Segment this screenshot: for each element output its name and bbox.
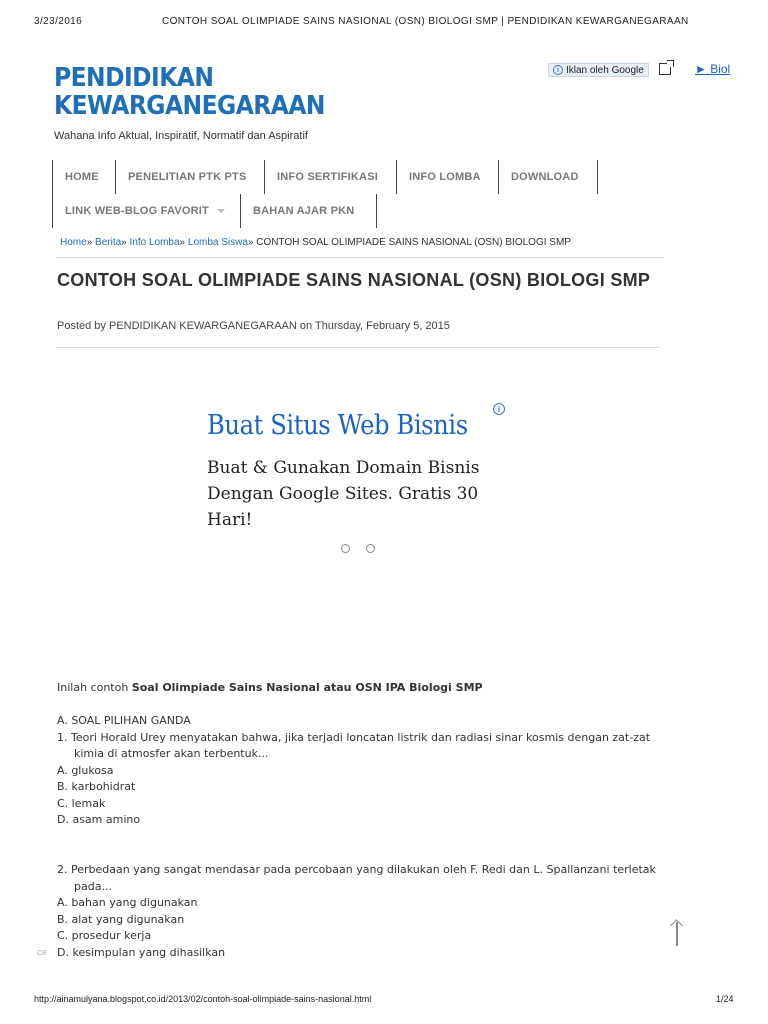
nav-label: BAHAN AJAR PKN bbox=[253, 205, 355, 217]
nav-label: HOME bbox=[65, 171, 99, 183]
print-url: http://ainamulyana.blogspot.co.id/2013/02/contoh-soal-olimpiade-sains-nasional.html bbox=[34, 994, 372, 1004]
breadcrumb-info-lomba[interactable]: Info Lomba bbox=[129, 237, 180, 248]
intro-paragraph bbox=[57, 680, 483, 697]
ad-choices-badge[interactable] bbox=[548, 63, 649, 77]
info-icon: i bbox=[553, 65, 563, 75]
question-text: 1. Teori Horald Urey menyatakan bahwa, jika terjadi loncatan listrik dan radiasi sinar kosmis dengan zat-zat bbox=[57, 730, 651, 744]
breadcrumb-sep: » bbox=[86, 237, 93, 248]
breadcrumb-sep: » bbox=[247, 237, 254, 248]
post-meta: Posted by PENDIDIKAN KEWARGANEGARAAN on Thursday, February 5, 2015 bbox=[57, 320, 450, 332]
site-title[interactable] bbox=[54, 64, 325, 120]
divider bbox=[56, 257, 664, 258]
breadcrumb-berita[interactable]: Berita bbox=[95, 237, 122, 248]
section-heading: A. SOAL PILIHAN GANDA bbox=[57, 714, 191, 727]
option: C. prosedur kerja bbox=[57, 929, 152, 942]
breadcrumb-home[interactable]: Home bbox=[60, 237, 87, 248]
intro-bold: Soal Olimpiade Sains Nasional atau OSN IPA Biologi SMP bbox=[131, 681, 483, 694]
nav-label: PENELITIAN PTK PTS bbox=[128, 171, 247, 183]
intro-text: Inilah contoh bbox=[57, 681, 132, 694]
breadcrumb-sep: » bbox=[121, 237, 127, 248]
nav-item-link-favorit[interactable] bbox=[52, 194, 241, 228]
nav-label: INFO SERTIFIKASI bbox=[277, 171, 378, 183]
ad-banner-text[interactable]: Buat & Gunakan Domain Bisnis Dengan Google Sites. Gratis 30 Hari! bbox=[207, 458, 480, 530]
site-title-line1: PENDIDIKAN bbox=[54, 63, 214, 93]
option: D. asam amino bbox=[57, 813, 141, 826]
print-page-number: 1/24 bbox=[716, 994, 734, 1004]
post-title: CONTOH SOAL OLIMPIADE SAINS NASIONAL (OSN) BIOLOGI SMP bbox=[57, 270, 651, 290]
print-page-title: CONTOH SOAL OLIMPIADE SAINS NASIONAL (OSN) BIOLOGI SMP | PENDIDIKAN KEWARGANEGARAAN bbox=[162, 16, 689, 27]
nav-item-home[interactable] bbox=[52, 160, 116, 194]
divider bbox=[56, 347, 660, 348]
print-date: 3/23/2016 bbox=[34, 16, 83, 27]
nav-item-penelitian[interactable] bbox=[115, 160, 265, 194]
site-description: Wahana Info Aktual, Inspiratif, Normatif dan Aspiratif bbox=[54, 130, 308, 142]
carousel-dot-1[interactable] bbox=[341, 544, 350, 553]
cb-mark: CB bbox=[37, 950, 47, 957]
option: B. alat yang digunakan bbox=[57, 912, 185, 926]
arrow-up-icon[interactable] bbox=[669, 918, 685, 948]
option: D. kesimpulan yang dihasilkan bbox=[57, 945, 226, 959]
breadcrumb-current: CONTOH SOAL OLIMPIADE SAINS NASIONAL (OSN) BIOLOGI SMP bbox=[256, 237, 571, 248]
question-text: 2. Perbedaan yang sangat mendasar pada percobaan yang dilakukan oleh F. Redi dan L. Spallanzani terletak bbox=[57, 863, 656, 876]
nav-label: DOWNLOAD bbox=[511, 171, 579, 183]
option: C. lemak bbox=[57, 796, 106, 810]
nav-item-info-lomba[interactable] bbox=[396, 160, 499, 194]
question-text-cont: pada... bbox=[74, 879, 112, 893]
option: A. glukosa bbox=[57, 763, 114, 777]
question-2 bbox=[57, 862, 656, 961]
external-link-icon[interactable] bbox=[659, 63, 671, 75]
breadcrumb-sep: » bbox=[179, 237, 186, 248]
breadcrumb-lomba-siswa[interactable]: Lomba Siswa bbox=[187, 237, 248, 248]
question-text-cont: kimia di atmosfer akan terbentuk... bbox=[74, 747, 269, 760]
option: A. bahan yang digunakan bbox=[57, 896, 198, 909]
nav-label: INFO LOMBA bbox=[409, 171, 481, 183]
breadcrumb bbox=[60, 237, 571, 248]
nav-item-bahan-ajar[interactable] bbox=[240, 194, 377, 228]
ad-label: Iklan oleh Google bbox=[566, 64, 644, 76]
chevron-down-icon bbox=[217, 209, 225, 213]
ad-banner-title[interactable]: Buat Situs Web Bisnis bbox=[207, 410, 468, 441]
carousel-dot-2[interactable] bbox=[366, 544, 375, 553]
ad-info-icon[interactable]: i bbox=[493, 403, 505, 415]
nav-item-download[interactable] bbox=[498, 160, 598, 194]
ad-link[interactable]: ► Biol bbox=[695, 62, 731, 76]
nav-label: LINK WEB-BLOG FAVORIT bbox=[65, 205, 209, 217]
option: B. karbohidrat bbox=[57, 780, 136, 793]
nav-item-sertifikasi[interactable] bbox=[264, 160, 397, 194]
question-1 bbox=[57, 713, 650, 829]
site-title-line2: KEWARGANEGARAAN bbox=[54, 91, 325, 121]
